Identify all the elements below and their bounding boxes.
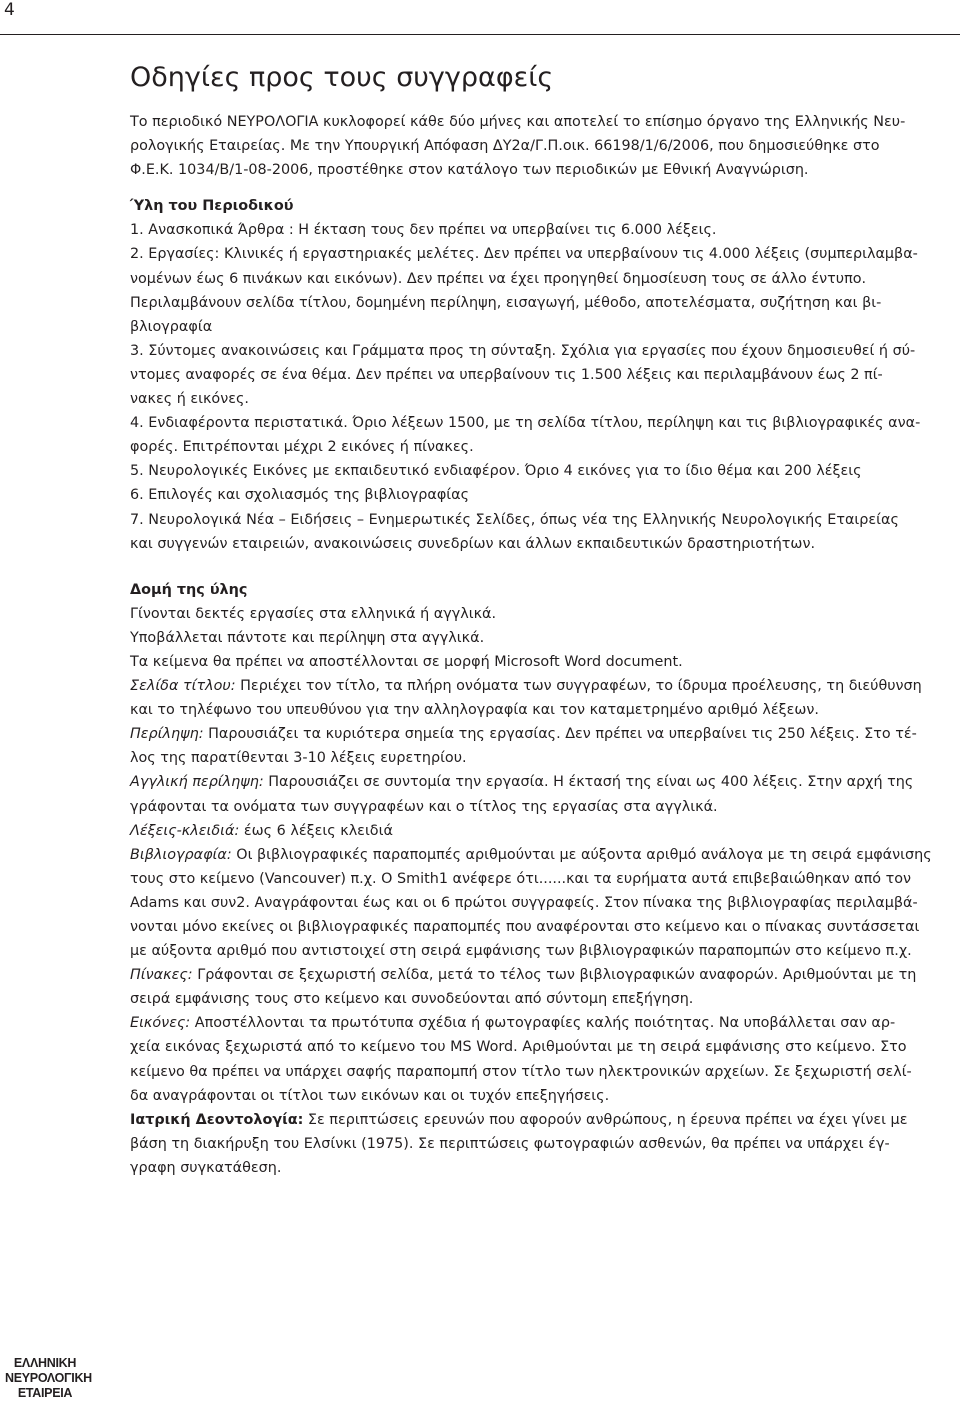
- ethics-line: γραφη συγκατάθεση.: [130, 1159, 282, 1176]
- material-line: Περιλαμβάνουν σελίδα τίτλου, δομημένη περίληψη, εισαγωγή, μέθοδο, αποτελέσματα, συζήτηση και βι-: [130, 294, 882, 311]
- spacer: [130, 182, 960, 194]
- logo-line: ΕΛΛΗΝΙΚΗ: [13, 1356, 77, 1370]
- ethics-line: βάση τη διακήρυξη του Ελσίνκι (1975). Σε περιπτώσεις φωτογραφιών ασθενών, θα πρέπει να υπάρχει έγ-: [130, 1135, 890, 1152]
- structure-line: χεία εικόνας ξεχωριστά από το κείμενο του MS Word. Αριθμούνται με τη σειρά εμφάνισης στο κείμενο. Στο: [130, 1039, 907, 1056]
- material-line: 6. Επιλογές και σχολιασμός της βιβλιογραφίας: [130, 487, 470, 504]
- ethics-label: Ιατρική Δεοντολογία:: [130, 1111, 304, 1128]
- logo-line: ΕΤΑΙΡΕΙΑ: [17, 1386, 73, 1400]
- page-number: 4: [4, 0, 15, 20]
- material-heading: Ύλη του Περιοδικού: [130, 198, 294, 215]
- structure-line: νονται μόνο εκείνες οι βιβλιογραφικές παραπομπές που αναφέρονται στο κείμενο και ο πίνακας συντάσσεται: [130, 919, 920, 935]
- structure-line: με αύξοντα αριθμό που αντιστοιχεί στη σειρά εμφάνισης των βιβλιογραφικών παραπομπών στο κείμενο π.χ.: [130, 943, 912, 960]
- material-line: νακες ή εικόνες.: [130, 391, 249, 408]
- structure-line: Πίνακες: Γράφονται σε ξεχωριστή σελίδα, μετά το τέλος των βιβλιογραφικών αναφορών. Αριθμούνται με τη: [130, 967, 917, 984]
- structure-line: γράφονται τα ονόματα των συγγραφέων και ο τίτλος της εργασίας στα αγγλικά.: [130, 798, 718, 815]
- structure-line: Γίνονται δεκτές εργασίες στα ελληνικά ή αγγλικά.: [130, 605, 497, 622]
- society-logo: [5, 1356, 92, 1401]
- material-line: νομένων έως 6 πινάκων και εικόνων). Δεν πρέπει να έχει προηγηθεί δημοσίευση τους σε άλλο έντυπο.: [130, 270, 867, 287]
- structure-line: Εικόνες: Αποστέλλονται τα πρωτότυπα σχέδια ή φωτογραφίες καλής ποιότητας. Να υποβάλλεται σαν αρ-: [130, 1015, 896, 1032]
- material-line: 7. Νευρολογικά Νέα – Ειδήσεις – Ενημερωτικές Σελίδες, όπως νέα της Ελληνικής Νευρολογικής Εταιρείας: [130, 511, 899, 528]
- logo-line: ΝΕΥΡΟΛΟΓΙΚΗ: [5, 1371, 92, 1385]
- structure-section: [130, 578, 960, 1180]
- structure-line: Adams και συν2. Αναγράφονται έως και οι 6 πρώτοι συγγραφείς. Στον πίνακα της βιβλιογραφίας περιλαμβά-: [130, 894, 918, 911]
- structure-line: Βιβλιογραφία: Οι βιβλιογραφικές παραπομπές αριθμούνται με αύξοντα αριθμό ανάλογα με τη σειρά εμφάνισης: [130, 846, 932, 863]
- intro-line: ρολογικής Εταιρείας. Με την Υπουργική Απόφαση ΔΥ2α/Γ.Π.οικ. 66198/1/6/2006, που δημοσιεύθηκε στο: [130, 138, 880, 155]
- structure-line: Σελίδα τίτλου: Περιέχει τον τίτλο, τα πλήρη ονόματα των συγγραφέων, το ίδρυμα προέλευσης, τη διεύθυνση: [130, 678, 922, 695]
- material-line: και συγγενών εταιρειών, ανακοινώσεις συνεδρίων και άλλων εκπαιδευτικών δραστηριοτήτων.: [130, 535, 816, 552]
- structure-line: κείμενο θα πρέπει να υπάρχει σαφής παραπομπή στον τίτλο των ηλεκτρονικών αρχείων. Σε ξεχωριστή σελί-: [130, 1063, 912, 1080]
- structure-line: Αγγλική περίληψη: Παρουσιάζει σε συντομία την εργασία. Η έκτασή της είναι ως 400 λέξεις. Στην αρχή της: [130, 774, 914, 791]
- material-line: ντομες αναφορές σε ένα θέμα. Δεν πρέπει να υπερβαίνουν τις 1.500 λέξεις και περιλαμβάνουν έως 2 πί-: [130, 366, 883, 383]
- structure-line: και το τηλέφωνο του υπευθύνου για την αλληλογραφία και τον καταμετρημένο αριθμό λέξεων.: [130, 702, 819, 719]
- material-line: 3. Σύντομες ανακοινώσεις και Γράμματα προς τη σύνταξη. Σχόλια για εργασίες που έχουν δημοσιευθεί ή σύ-: [130, 342, 916, 359]
- structure-line: Λέξεις-κλειδιά: έως 6 λέξεις κλειδιά: [130, 822, 393, 839]
- structure-line: Περίληψη: Παρουσιάζει τα κυριότερα σημεία της εργασίας. Δεν πρέπει να υπερβαίνει τις 250 λέξεις. Στο τέ-: [130, 726, 917, 743]
- page-title: Οδηγίες προς τους συγγραφείς: [130, 62, 554, 93]
- material-line: 5. Νευρολογικές Εικόνες με εκπαιδευτικό ενδιαφέρον. Όριο 4 εικόνες για το ίδιο θέμα και 200 λέξεις: [130, 463, 862, 480]
- material-line: 4. Ενδιαφέροντα περιστατικά. Όριο λέξεων 1500, με τη σελίδα τίτλου, περίληψη και τις βιβλιογραφικές ανα-: [130, 415, 921, 432]
- article-body: [130, 58, 960, 1180]
- material-section: [130, 194, 960, 555]
- spacer: [130, 556, 960, 578]
- structure-heading: Δομή της ύλης: [130, 581, 248, 598]
- intro-paragraph: [130, 110, 960, 182]
- top-rule: [0, 34, 960, 35]
- structure-line: Υποβάλλεται πάντοτε και περίληψη στα αγγλικά.: [130, 629, 485, 646]
- material-line: φορές. Επιτρέπονται μέχρι 2 εικόνες ή πίνακες.: [130, 439, 474, 456]
- ethics-line: Ιατρική Δεοντολογία: Σε περιπτώσεις ερευνών που αφορούν ανθρώπους, η έρευνα πρέπει να έχει γίνει με: [130, 1111, 908, 1128]
- material-line: 1. Ανασκοπικά Άρθρα : Η έκταση τους δεν πρέπει να υπερβαίνει τις 6.000 λέξεις.: [130, 222, 717, 239]
- structure-line: δα αναγράφονται οι τίτλοι των εικόνων και οι τυχόν επεξηγήσεις.: [130, 1087, 610, 1104]
- structure-line: Τα κείμενα θα πρέπει να αποστέλλονται σε μορφή Microsoft Word document.: [130, 653, 683, 670]
- structure-line: σειρά εμφάνισης τους στο κείμενο και συνοδεύονται από σύντομη επεξήγηση.: [130, 991, 694, 1008]
- structure-line: τους στο κείμενο (Vancouver) π.χ. Ο Smith1 ανέφερε ότι......και τα ευρήματα αυτά επιβεβαιώθηκαν από τον: [130, 870, 912, 887]
- intro-line: Το περιοδικό ΝΕΥΡΟΛΟΓΙΑ κυκλοφορεί κάθε δύο μήνες και αποτελεί το επίσημο όργανο της Ελληνικής Νευ-: [130, 114, 906, 130]
- structure-line: λος της παρατίθενται 3-10 λέξεις ευρετηρίου.: [130, 750, 467, 767]
- material-line: βλιογραφία: [130, 318, 213, 335]
- intro-line: Φ.Ε.Κ. 1034/Β/1-08-2006, προστέθηκε στον κατάλογο των περιοδικών με Εθνική Αναγνώριση.: [130, 162, 809, 179]
- material-line: 2. Εργασίες: Κλινικές ή εργαστηριακές μελέτες. Δεν πρέπει να υπερβαίνουν τις 4.000 λέξεις (συμπεριλαμβα-: [130, 246, 918, 263]
